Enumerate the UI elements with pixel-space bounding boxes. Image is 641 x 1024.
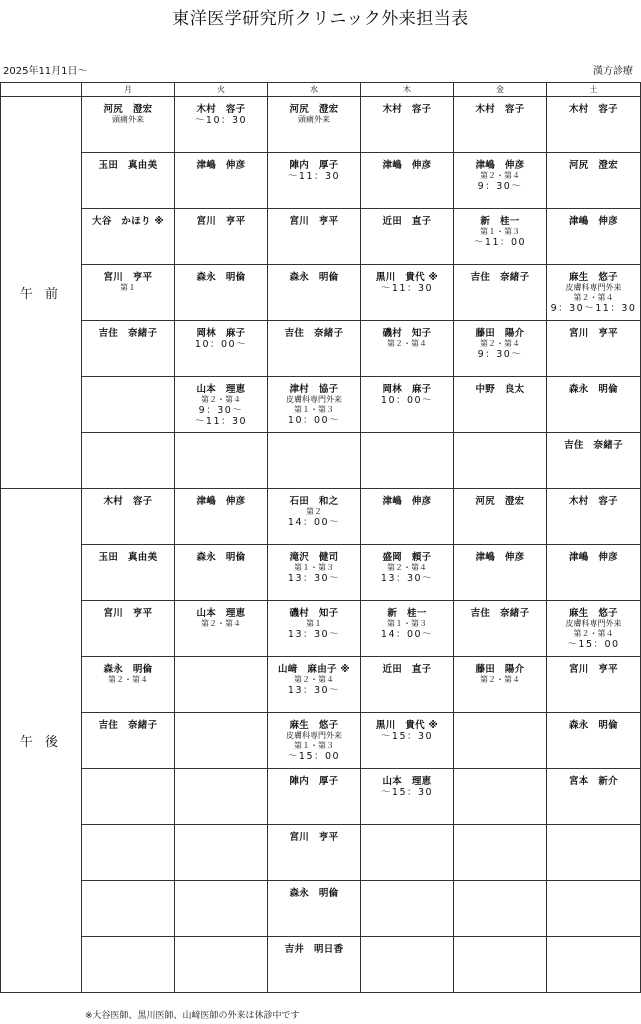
schedule-cell: [175, 321, 268, 377]
schedule-cell: [268, 377, 361, 433]
time-range: ～15：00: [287, 751, 341, 762]
morning-row: [1, 209, 641, 265]
schedule-cell: [454, 265, 547, 321]
doctor-name: 津嶋 伸彦: [568, 552, 618, 563]
doctor-name: 宮川 亨平: [103, 608, 153, 619]
schedule-cell: [268, 433, 361, 489]
doctor-name: 陣内 厚子: [289, 160, 339, 171]
schedule-cell: [175, 881, 268, 937]
schedule-cell: [361, 321, 454, 377]
day-header: 月: [82, 83, 175, 97]
doctor-name: 宮川 亨平: [289, 832, 339, 843]
morning-row: [1, 265, 641, 321]
doctor-name: 近田 直子: [382, 664, 432, 675]
schedule-cell: [361, 769, 454, 825]
doctor-name: 大谷 かほり ※: [92, 216, 164, 227]
schedule-cell: [82, 713, 175, 769]
schedule-cell: [547, 713, 641, 769]
doctor-name: 津嶋 伸彦: [475, 160, 525, 171]
schedule-cell: [361, 937, 454, 993]
schedule-cell: [82, 937, 175, 993]
time-range: 14：00～: [287, 517, 341, 528]
time-range: 10：00～: [194, 339, 248, 350]
time-range: 9：30～: [198, 405, 244, 416]
day-header: 金: [454, 83, 547, 97]
doctor-name: 津嶋 伸彦: [196, 496, 246, 507]
schedule-note: 第２・第４: [387, 563, 427, 572]
time-range: ～15：30: [380, 731, 434, 742]
schedule-note: 第２・第４: [573, 629, 614, 638]
doctor-name: 河尻 澄宏: [568, 160, 618, 171]
schedule-note: 第１: [120, 283, 136, 292]
doctor-name: 吉住 奈緒子: [564, 440, 623, 451]
morning-row: [1, 153, 641, 209]
morning-period-label: 午 前: [1, 97, 82, 489]
schedule-cell: [82, 377, 175, 433]
schedule-cell: [454, 377, 547, 433]
schedule-note: 第１・第３: [294, 405, 334, 414]
time-range: 13：30～: [380, 573, 434, 584]
doctor-name: 吉井 明日香: [284, 944, 344, 955]
doctor-name: 盛岡 頼子: [382, 552, 432, 563]
doctor-name: 木村 容子: [196, 104, 246, 115]
schedule-cell: [454, 545, 547, 601]
schedule-cell: [268, 321, 361, 377]
schedule-cell: [547, 769, 641, 825]
schedule-cell: [361, 713, 454, 769]
schedule-cell: [547, 881, 641, 937]
schedule-cell: [268, 937, 361, 993]
afternoon-row: [1, 545, 641, 601]
doctor-name: 玉田 真由美: [98, 160, 158, 171]
schedule-cell: [82, 489, 175, 545]
schedule-note: 皮膚科専門外来: [565, 619, 622, 628]
doctor-name: 黒川 貴代 ※: [375, 720, 439, 731]
schedule-cell: [547, 937, 641, 993]
morning-row: [1, 433, 641, 489]
doctor-name: 玉田 真由美: [98, 552, 158, 563]
doctor-name: 宮川 亨平: [196, 216, 246, 227]
doctor-name: 中野 良太: [475, 384, 525, 395]
schedule-cell: [454, 713, 547, 769]
doctor-name: 吉住 奈緒子: [470, 272, 530, 283]
afternoon-row: [1, 713, 641, 769]
schedule-cell: [361, 601, 454, 657]
schedule-cell: [268, 545, 361, 601]
schedule-cell: [175, 97, 268, 153]
schedule-cell: [547, 545, 641, 601]
schedule-cell: [268, 825, 361, 881]
schedule-cell: [361, 153, 454, 209]
time-range: 13：30～: [287, 573, 341, 584]
time-range: ～10：30: [194, 115, 248, 126]
time-range: 14：00～: [380, 629, 434, 640]
time-range: 13：30～: [287, 629, 341, 640]
schedule-cell: [454, 825, 547, 881]
schedule-cell: [547, 825, 641, 881]
doctor-name: 木村 容子: [475, 104, 525, 115]
schedule-note: 皮膚科専門外来: [286, 731, 342, 740]
time-range: ～15：00: [567, 639, 620, 650]
schedule-cell: [268, 769, 361, 825]
schedule-note: 頭痛外来: [298, 115, 330, 124]
doctor-name: 新 桂一: [387, 608, 427, 619]
schedule-cell: [454, 321, 547, 377]
schedule-cell: [268, 209, 361, 265]
schedule-note: 皮膚科専門外来: [565, 283, 622, 292]
schedule-cell: [361, 881, 454, 937]
schedule-cell: [361, 657, 454, 713]
afternoon-row: [1, 937, 641, 993]
afternoon-row: [1, 825, 641, 881]
time-range: ～11：30: [380, 283, 434, 294]
schedule-note: 第１・第３: [294, 563, 334, 572]
time-range: 9：30～: [477, 349, 523, 360]
schedule-cell: [175, 657, 268, 713]
schedule-table: [0, 82, 641, 993]
schedule-note: 第２・第４: [480, 675, 520, 684]
doctor-name: 磯村 知子: [289, 608, 339, 619]
schedule-cell: [82, 209, 175, 265]
afternoon-row: [1, 769, 641, 825]
time-range: 13：30～: [287, 685, 341, 696]
time-range: 9：30～: [477, 181, 523, 192]
schedule-cell: [175, 265, 268, 321]
schedule-cell: [268, 97, 361, 153]
schedule-note: 第２・第４: [480, 171, 520, 180]
doctor-name: 河尻 澄宏: [475, 496, 525, 507]
schedule-cell: [361, 209, 454, 265]
doctor-name: 山本 理恵: [382, 776, 432, 787]
afternoon-row: [1, 489, 641, 545]
schedule-cell: [361, 825, 454, 881]
schedule-cell: [361, 545, 454, 601]
schedule-cell: [454, 881, 547, 937]
schedule-cell: [82, 601, 175, 657]
schedule-note: 第１: [306, 619, 322, 628]
doctor-name: 麻生 悠子: [568, 272, 618, 283]
schedule-note: 第２・第４: [294, 675, 334, 684]
schedule-note: 第２・第４: [387, 339, 427, 348]
footnote: ※大谷医師、黒川医師、山﨑医師の外来は休診中です: [85, 1011, 300, 1021]
schedule-cell: [175, 209, 268, 265]
doctor-name: 岡林 麻子: [382, 384, 432, 395]
afternoon-period-label: 午 後: [1, 489, 82, 993]
schedule-cell: [454, 209, 547, 265]
schedule-cell: [454, 937, 547, 993]
schedule-cell: [82, 825, 175, 881]
schedule-cell: [547, 433, 641, 489]
day-header: 火: [175, 83, 268, 97]
schedule-cell: [82, 881, 175, 937]
afternoon-row: [1, 601, 641, 657]
doctor-name: 岡林 麻子: [196, 328, 246, 339]
doctor-name: 磯村 知子: [382, 328, 432, 339]
department-label: 漢方診療: [593, 66, 633, 77]
schedule-cell: [454, 97, 547, 153]
doctor-name: 森永 明倫: [103, 664, 153, 675]
doctor-name: 木村 容子: [382, 104, 432, 115]
doctor-name: 吉住 奈緒子: [470, 608, 530, 619]
schedule-note: 第１・第３: [387, 619, 427, 628]
schedule-note: 第１・第３: [294, 741, 334, 750]
schedule-note: 第２・第４: [201, 395, 241, 404]
time-range: 10：00～: [287, 415, 341, 426]
page-title: 東洋医学研究所クリニック外来担当表: [172, 9, 469, 29]
schedule-cell: [82, 321, 175, 377]
schedule-cell: [175, 433, 268, 489]
day-header: 土: [547, 83, 641, 97]
schedule-cell: [268, 601, 361, 657]
schedule-cell: [547, 377, 641, 433]
doctor-name: 石田 和之: [289, 496, 339, 507]
schedule-cell: [175, 769, 268, 825]
doctor-name: 津村 協子: [289, 384, 339, 395]
schedule-cell: [175, 489, 268, 545]
schedule-cell: [547, 209, 641, 265]
schedule-cell: [547, 489, 641, 545]
schedule-cell: [454, 657, 547, 713]
doctor-name: 河尻 澄宏: [289, 104, 339, 115]
time-range: ～11：30: [287, 171, 341, 182]
doctor-name: 森永 明倫: [289, 272, 339, 283]
doctor-name: 藤田 陽介: [475, 664, 525, 675]
doctor-name: 新 桂一: [480, 216, 520, 227]
schedule-cell: [547, 657, 641, 713]
schedule-cell: [454, 489, 547, 545]
doctor-name: 森永 明倫: [196, 272, 246, 283]
doctor-name: 木村 容子: [568, 496, 618, 507]
doctor-name: 津嶋 伸彦: [475, 552, 525, 563]
doctor-name: 山﨑 麻由子 ※: [278, 664, 350, 675]
schedule-cell: [82, 769, 175, 825]
doctor-name: 宮川 亨平: [289, 216, 339, 227]
schedule-cell: [82, 545, 175, 601]
doctor-name: 黒川 貴代 ※: [375, 272, 439, 283]
schedule-cell: [82, 433, 175, 489]
time-range: ～11：00: [473, 237, 527, 248]
doctor-name: 津嶋 伸彦: [568, 216, 618, 227]
schedule-note: 第２・第４: [201, 619, 241, 628]
weekday-header-row: [1, 83, 641, 97]
schedule-cell: [82, 657, 175, 713]
schedule-note: 第２: [306, 507, 322, 516]
schedule-cell: [268, 713, 361, 769]
schedule-cell: [454, 769, 547, 825]
time-range: ～15：30: [380, 787, 434, 798]
doctor-name: 近田 直子: [382, 216, 432, 227]
morning-row: [1, 377, 641, 433]
schedule-cell: [454, 601, 547, 657]
time-range: ～11：30: [194, 416, 248, 427]
doctor-name: 麻生 悠子: [289, 720, 339, 731]
schedule-cell: [268, 153, 361, 209]
schedule-body: [1, 97, 641, 993]
schedule-cell: [82, 153, 175, 209]
schedule-cell: [175, 825, 268, 881]
schedule-cell: [268, 657, 361, 713]
day-header: 水: [268, 83, 361, 97]
schedule-cell: [82, 265, 175, 321]
doctor-name: 津嶋 伸彦: [196, 160, 246, 171]
schedule-cell: [547, 153, 641, 209]
schedule-cell: [454, 433, 547, 489]
doctor-name: 宮川 亨平: [568, 664, 618, 675]
doctor-name: 宮川 亨平: [103, 272, 153, 283]
schedule-cell: [82, 97, 175, 153]
doctor-name: 吉住 奈緒子: [98, 328, 158, 339]
doctor-name: 河尻 澄宏: [103, 104, 153, 115]
schedule-cell: [175, 545, 268, 601]
schedule-cell: [268, 265, 361, 321]
schedule-cell: [547, 97, 641, 153]
schedule-cell: [175, 601, 268, 657]
morning-row: [1, 97, 641, 153]
schedule-cell: [361, 377, 454, 433]
day-header: 木: [361, 83, 454, 97]
doctor-name: 森永 明倫: [196, 552, 246, 563]
schedule-cell: [361, 97, 454, 153]
doctor-name: 森永 明倫: [568, 720, 618, 731]
schedule-note: 第２・第４: [108, 675, 148, 684]
time-range: 10：00～: [380, 395, 434, 406]
schedule-cell: [361, 489, 454, 545]
doctor-name: 陣内 厚子: [289, 776, 339, 787]
schedule-note: 皮膚科専門外来: [286, 395, 342, 404]
schedule-cell: [268, 881, 361, 937]
schedule-cell: [175, 713, 268, 769]
time-range: 9：30～11：30: [550, 303, 637, 314]
doctor-name: 宮川 亨平: [568, 328, 618, 339]
doctor-name: 木村 容子: [568, 104, 618, 115]
corner-cell: [1, 83, 82, 97]
schedule-cell: [547, 265, 641, 321]
schedule-cell: [175, 937, 268, 993]
schedule-cell: [361, 433, 454, 489]
afternoon-row: [1, 657, 641, 713]
doctor-name: 吉住 奈緒子: [284, 328, 344, 339]
afternoon-row: [1, 881, 641, 937]
effective-date: 2025年11月1日～: [3, 66, 88, 77]
doctor-name: 津嶋 伸彦: [382, 160, 432, 171]
doctor-name: 山本 理恵: [196, 608, 246, 619]
schedule-note: 第２・第４: [480, 339, 520, 348]
schedule-note: 第２・第４: [573, 293, 614, 302]
schedule-cell: [175, 377, 268, 433]
doctor-name: 森永 明倫: [289, 888, 339, 899]
schedule-note: 第１・第３: [480, 227, 520, 236]
doctor-name: 森永 明倫: [568, 384, 618, 395]
doctor-name: 山本 理恵: [196, 384, 246, 395]
doctor-name: 吉住 奈緒子: [98, 720, 158, 731]
schedule-cell: [175, 153, 268, 209]
doctor-name: 藤田 陽介: [475, 328, 525, 339]
morning-row: [1, 321, 641, 377]
doctor-name: 津嶋 伸彦: [382, 496, 432, 507]
schedule-cell: [454, 153, 547, 209]
doctor-name: 宮本 新介: [568, 776, 618, 787]
doctor-name: 滝沢 健司: [289, 552, 339, 563]
doctor-name: 木村 容子: [103, 496, 153, 507]
schedule-cell: [547, 601, 641, 657]
schedule-cell: [547, 321, 641, 377]
schedule-note: 頭痛外来: [112, 115, 144, 124]
doctor-name: 麻生 悠子: [568, 608, 618, 619]
schedule-cell: [268, 489, 361, 545]
schedule-cell: [361, 265, 454, 321]
